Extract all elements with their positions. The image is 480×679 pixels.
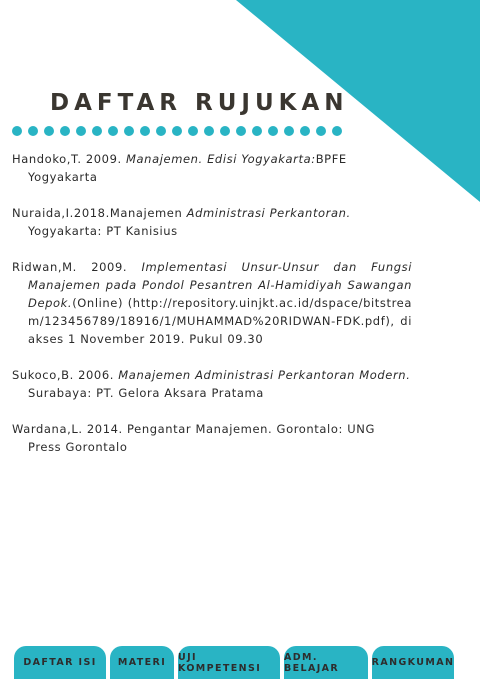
reference-title: Administrasi Perkantoran. [186, 206, 351, 220]
reference-author: Ridwan,M. 2009. [12, 260, 142, 274]
reference-source-link[interactable]: (Online) (http://repository.uinjkt.ac.id/dspace/bitstream/123456789/18916/1/MUHAMMAD%20RIDWAN-FDK.pdf), diakses 1 November 2019. Pukul 09.30 [28, 296, 412, 346]
reference-author: Handoko,T. 2009. [12, 152, 127, 166]
reference-entry [12, 204, 412, 240]
reference-title: Manajemen. Edisi Yogyakarta: [126, 152, 316, 166]
reference-list [12, 150, 412, 474]
reference-author: Nuraida,I.2018.Manajemen [12, 206, 187, 220]
reference-entry [12, 366, 412, 402]
reference-entry [12, 420, 412, 456]
dotted-divider [12, 126, 342, 136]
reference-entry [12, 258, 412, 348]
tab-materi[interactable]: MATERI [110, 646, 174, 679]
reference-entry [12, 150, 412, 186]
tab-rangkuman[interactable]: RANGKUMAN [372, 646, 454, 679]
reference-title: Manajemen Administrasi Perkantoran Modern. [118, 368, 411, 382]
tab-daftar-isi[interactable]: DAFTAR ISI [14, 646, 106, 679]
page-title: DAFTAR RUJUKAN [50, 90, 349, 116]
tab-uji-kompetensi[interactable]: UJI KOMPETENSI [178, 646, 280, 679]
reference-author: Sukoco,B. 2006. [12, 368, 119, 382]
reference-publisher: Yogyakarta: PT Kanisius [28, 224, 178, 238]
tab-adm-belajar[interactable]: ADM. BELAJAR [284, 646, 368, 679]
reference-publisher: BPFE Yogyakarta [28, 152, 347, 184]
reference-text: Wardana,L. 2014. Pengantar Manajemen. Gorontalo: UNG Press Gorontalo [12, 422, 375, 454]
bottom-navigation [14, 646, 454, 679]
reference-publisher: Surabaya: PT. Gelora Aksara Pratama [28, 386, 264, 400]
reference-title: Implementasi Unsur-Unsur dan Fungsi Manajemen pada Pondol Pesantren Al-Hamidiyah Sawangan Depok. [28, 260, 412, 310]
